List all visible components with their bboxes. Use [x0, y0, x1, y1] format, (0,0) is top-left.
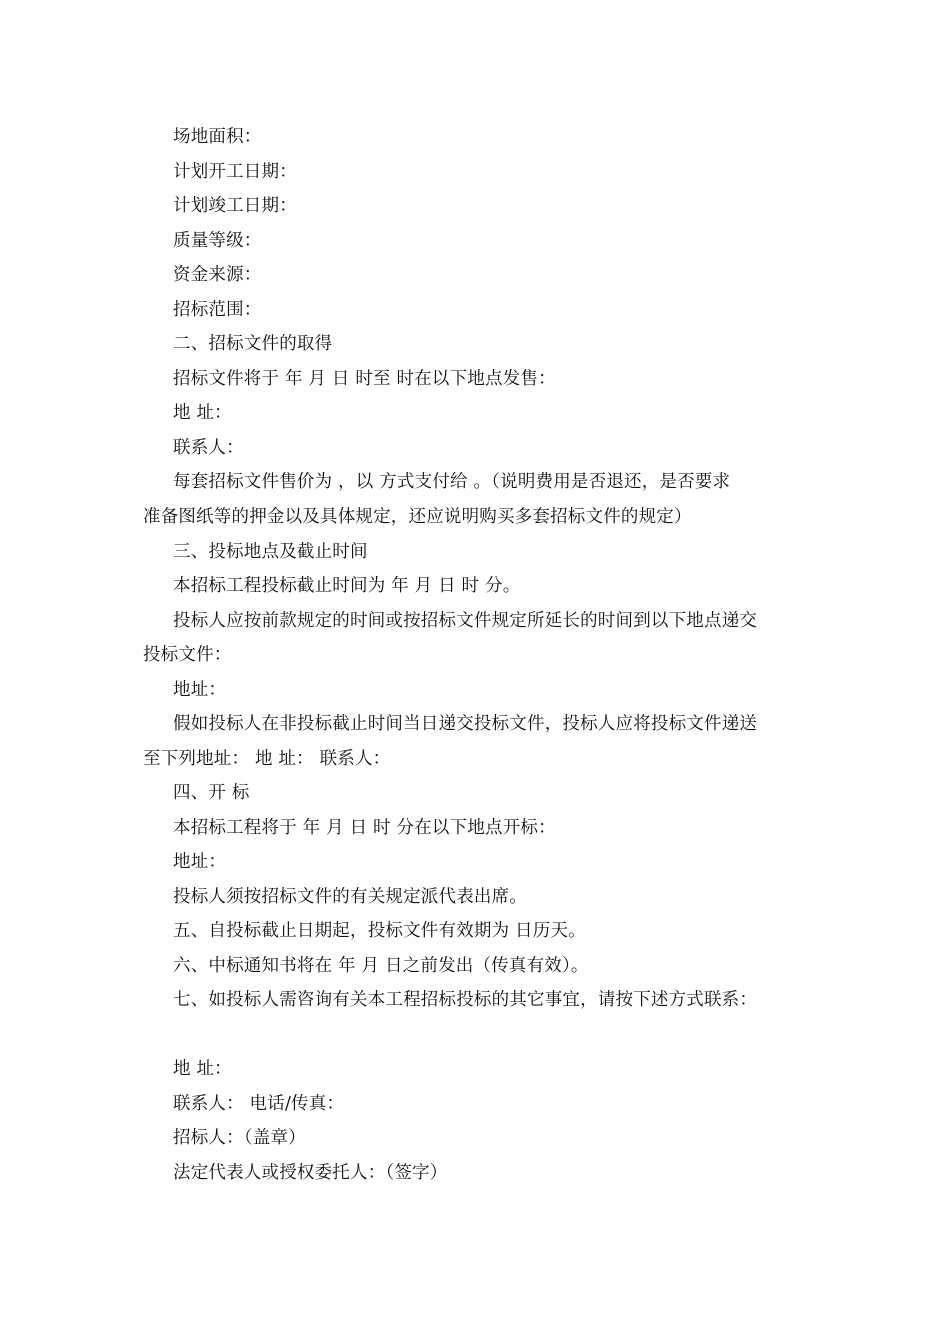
bid-opening-time-line: 本招标工程将于 年 月 日 时 分在以下地点开标： [173, 818, 556, 838]
site-area-line: 场地面积： [173, 127, 262, 147]
bid-docs-price-continuation: 准备图纸等的押金以及具体规定，还应说明购买多套招标文件的规定） [143, 507, 692, 527]
planned-completion-date-line: 计划竣工日期： [173, 196, 297, 216]
bid-docs-price-line: 每套招标文件售价为 ，以 方式支付给 。（说明费用是否退还，是否要求 [173, 472, 731, 492]
contact-address-line: 地 址： [173, 1059, 232, 1079]
early-submission-line: 假如投标人在非投标截止时间当日递交投标文件，投标人应将投标文件递送 [173, 714, 758, 734]
bid-docs-sale-time-line: 招标文件将于 年 月 日 时至 时在以下地点发售： [173, 369, 556, 389]
section-six-line: 六、中标通知书将在 年 月 日之前发出（传真有效）。 [173, 956, 589, 976]
tenderer-seal-line: 招标人：（盖章） [173, 1128, 306, 1148]
submission-address-line: 地址： [173, 680, 227, 700]
contact-line: 联系人： [173, 438, 244, 458]
bid-deadline-line: 本招标工程投标截止时间为 年 月 日 时 分。 [173, 576, 521, 596]
section-four-heading: 四、开 标 [173, 783, 250, 803]
planned-start-date-line: 计划开工日期： [173, 162, 297, 182]
bid-submission-line: 投标人应按前款规定的时间或按招标文件规定所延长的时间到以下地点递交 [173, 611, 758, 631]
bid-submission-continuation: 投标文件： [143, 645, 232, 665]
opening-address-line: 地址： [173, 852, 227, 872]
contact-phone-fax-line: 联系人： 电话/传真： [173, 1094, 345, 1114]
early-submission-continuation: 至下列地址： 地 址： 联系人： [143, 749, 391, 769]
section-three-heading: 三、投标地点及截止时间 [173, 542, 368, 562]
section-seven-line: 七、如投标人需咨询有关本工程招标投标的其它事宜，请按下述方式联系： [173, 990, 758, 1010]
quality-grade-line: 质量等级： [173, 231, 262, 251]
legal-representative-signature-line: 法定代表人或授权委托人：（签字） [173, 1163, 448, 1183]
bid-scope-line: 招标范围： [173, 300, 262, 320]
address-line: 地 址： [173, 403, 232, 423]
section-two-heading: 二、招标文件的取得 [173, 334, 333, 354]
fund-source-line: 资金来源： [173, 265, 262, 285]
representative-attendance-line: 投标人须按招标文件的有关规定派代表出席。 [173, 887, 527, 907]
section-five-line: 五、自投标截止日期起，投标文件有效期为 日历天。 [173, 921, 586, 941]
